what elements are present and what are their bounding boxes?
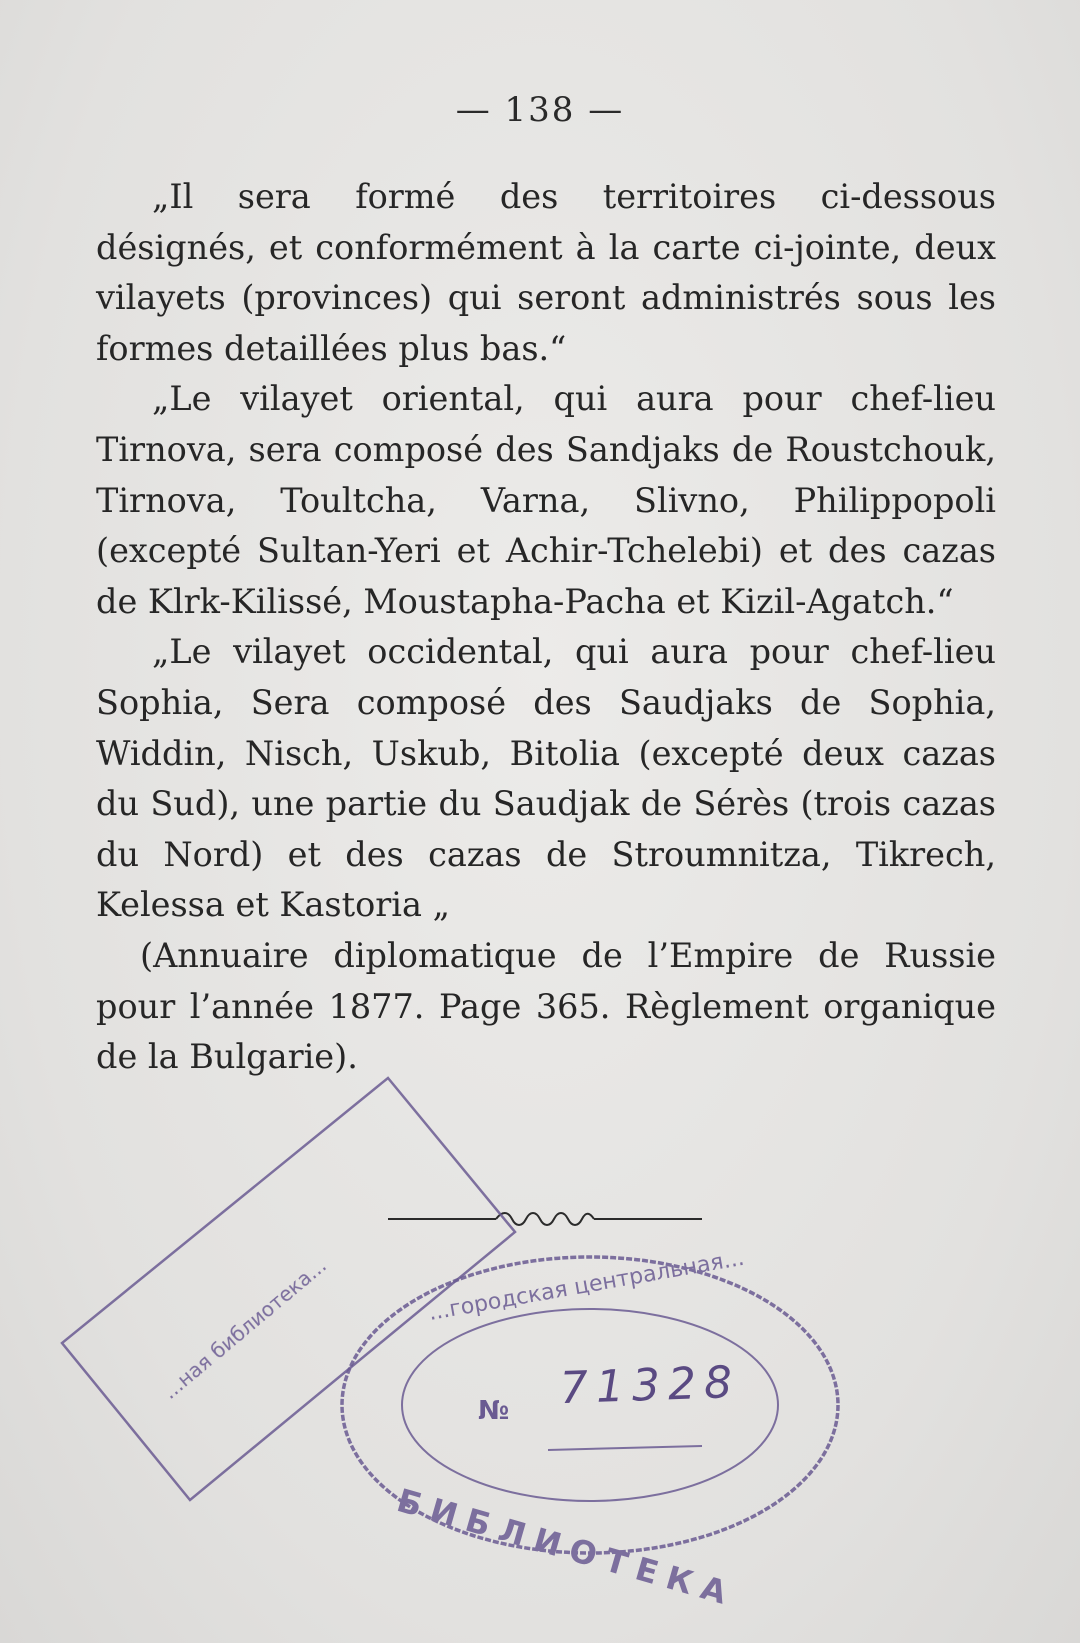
rect-stamp-text: ...ная библиотека... [157,1253,331,1404]
library-stamps [0,1060,1080,1620]
inventory-number: 71328 [559,1356,741,1415]
oval-stamp-bottom-text: БИБЛИОТЕКА [392,1481,741,1615]
number-sign: № [478,1396,510,1426]
page-number: — 138 — [455,90,625,130]
paragraph-3: „Le vilayet occidental, qui aura pour chef-lieu Sophia, Sera composé des Saudjaks de Sophia, Widdin, Nisch, Uskub, Bitolia (excepté deux cazas du Sud), une partie du Saudjak de Sérès (trois cazas du Nord) et des cazas de Stroumnitza, Tikrech, Kelessa et Kastoria „ [96,632,996,925]
paragraph-4-citation: (Annuaire diplomatique de l’Empire de Russie pour l’année 1877. Page 365. Règlement organique de la Bulgarie). [96,935,996,1077]
oval-stamp-top-text: ...городская центральная... [426,1245,747,1326]
paragraph-2: „Le vilayet oriental, qui aura pour chef-lieu Tirnova, sera composé des Sandjaks de Roustchouk, Tirnova, Toultcha, Varna, Slivno, Philippopoli (excepté Sultan-Yeri et Achir-Tchelebi) et des cazas de Klrk-Kilissé, Moustapha-Pacha et Kizil-Agatch.“ [96,379,996,621]
paragraph-1: „Il sera formé des territoires ci-dessous désignés, et conformément à la carte ci-jointe, deux vilayets (provinces) qui seront administrés sous les formes detaillées plus bas.“ [96,177,996,368]
page-text [96,172,996,1083]
oval-library-stamp [158,1246,838,1615]
